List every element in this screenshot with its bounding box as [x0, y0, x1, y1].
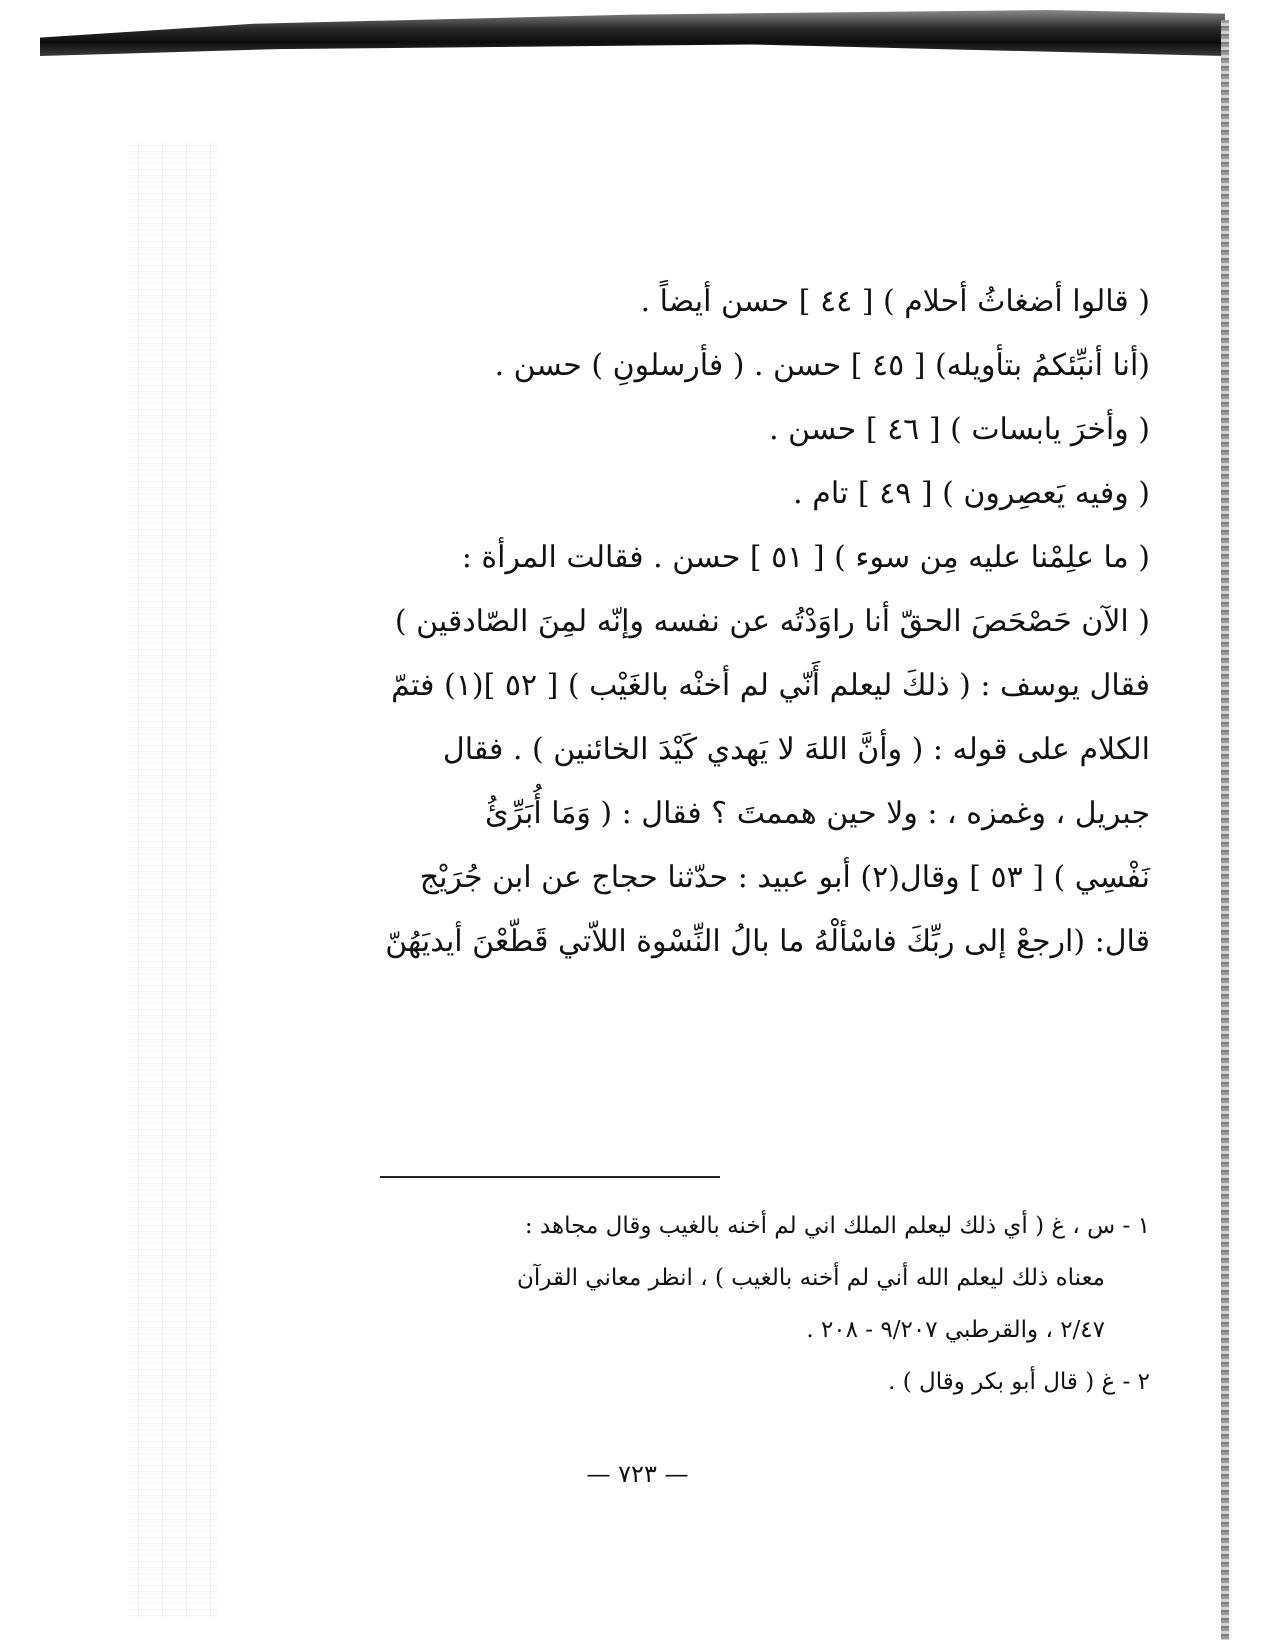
footnote-line: ٢/٤٧ ، والقرطبي ٩/٢٠٧ - ٢٠٨ .: [806, 1317, 1105, 1343]
scan-right-edge: [1221, 20, 1229, 1640]
footnote-separator: [380, 1176, 720, 1178]
scan-top-edge: [40, 10, 1225, 56]
footnote-line: معناه ذلك ليعلم الله أني لم أخنه بالغيب ) ، انظر معاني القرآن: [516, 1265, 1105, 1291]
page-number: — ٧٢٣ —: [586, 1460, 689, 1488]
footnote-line: ٢ - غ ( قال أبو بكر وقال ) .: [888, 1369, 1150, 1395]
text-line: الكلام على قوله : ( وأنَّ اللهَ لا يَهدي كَيْدَ الخائنين ) . فقال: [442, 732, 1150, 767]
text-line: ( ما علِمْنا عليه مِن سوء ) [ ٥١ ] حسن . فقالت المرأة :: [461, 540, 1150, 575]
footnote-line: ١ - س ، غ ( أي ذلك ليعلم الملك اني لم أخنه بالغيب وقال مجاهد :: [524, 1213, 1150, 1239]
text-line: (أنا أنبِّئكمُ بتأويله) [ ٤٥ ] حسن . ( فأرسلونِ ) حسن .: [494, 348, 1150, 383]
text-line: فقال يوسف : ( ذلكَ ليعلم أَنّي لم أخنْه بالغَيْب ) [ ٥٢ ](١) فتمّ: [391, 668, 1150, 703]
text-line: جبريل ، وغمزه ، : ولا حين هممتَ ؟ فقال : ( وَمَا أُبَرِّئُ: [484, 796, 1150, 831]
scan-left-margin-noise: [128, 140, 218, 1620]
footnotes: [380, 1200, 1150, 1408]
text-line: ( وفيه يَعصِرون ) [ ٤٩ ] تام .: [793, 476, 1150, 511]
text-line: قال: (ارجعْ إلى ربِّكَ فاسْألْهُ ما بالُ النِّسْوة اللاّتي قَطّعْنَ أيديَهُنّ: [385, 924, 1150, 959]
main-text: [380, 270, 1150, 974]
text-line: نَفْسِي ) [ ٥٣ ] وقال(٢) أبو عبيد : حدّثنا حجاج عن ابن جُرَيْج: [419, 860, 1150, 895]
text-line: ( وأخرَ يابسات ) [ ٤٦ ] حسن .: [769, 412, 1150, 447]
text-line: ( الآن حَصْحَصَ الحقّ أنا راوَدْتُه عن نفسه وإنّه لمِنَ الصّادقين ): [394, 604, 1150, 639]
text-line: ( قالوا أضغاثُ أحلام ) [ ٤٤ ] حسن أيضاً .: [640, 284, 1150, 319]
